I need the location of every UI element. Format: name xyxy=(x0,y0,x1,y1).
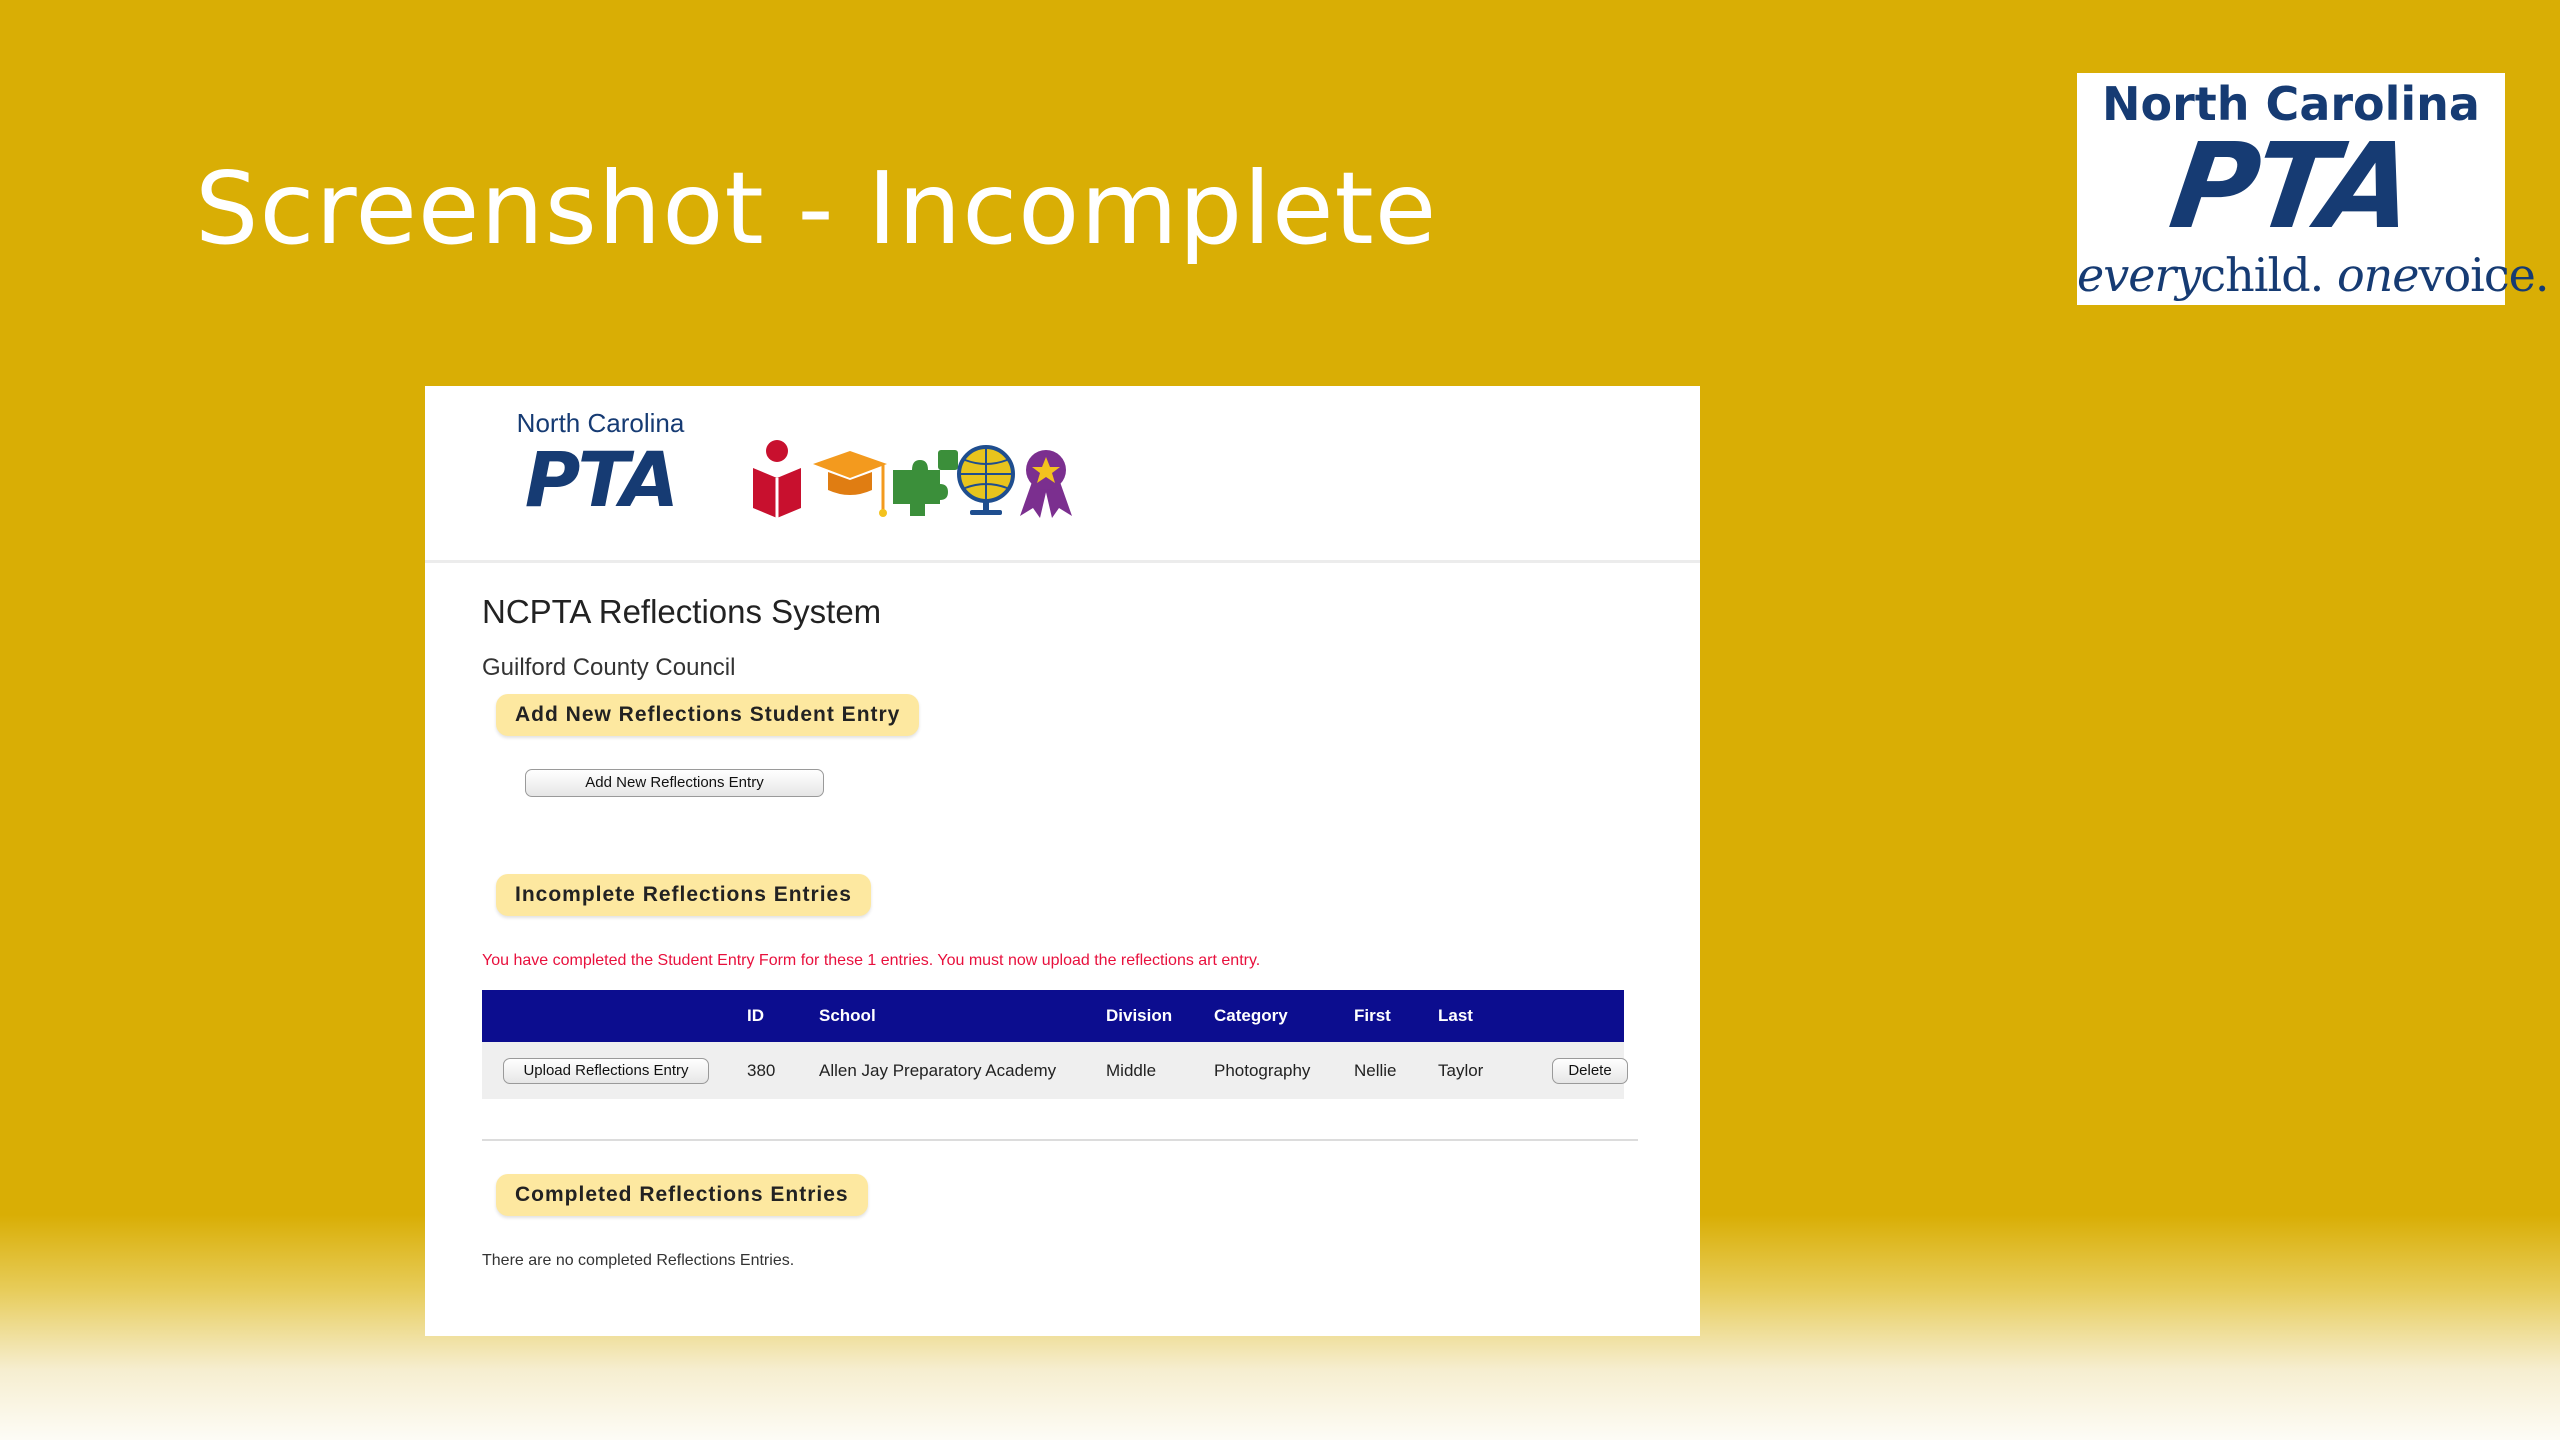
cell-last: Taylor xyxy=(1438,1061,1484,1080)
table-row xyxy=(482,1042,1624,1099)
logo-pta-wordmark: PTA xyxy=(2162,117,2420,255)
site-logo-pta: PTA xyxy=(524,435,677,524)
graduation-cap-icon xyxy=(813,451,887,517)
column-header-school: School xyxy=(819,1006,876,1025)
site-header xyxy=(425,386,1700,563)
column-header-division: Division xyxy=(1106,1006,1173,1025)
incomplete-warning: You have completed the Student Entry Form for these 1 entries. You must now upload the reflections art entry. xyxy=(482,952,1261,969)
add-entry-heading: Add New Reflections Student Entry xyxy=(496,694,919,736)
cell-category: Photography xyxy=(1214,1061,1311,1080)
column-header-first: First xyxy=(1354,1006,1391,1025)
incomplete-entries-heading: Incomplete Reflections Entries xyxy=(496,874,871,916)
upload-reflections-entry-button[interactable]: Upload Reflections Entry xyxy=(503,1058,709,1084)
column-header-last: Last xyxy=(1438,1006,1473,1025)
logo-tagline xyxy=(2077,248,2549,302)
logo-state-name: North Carolina xyxy=(2102,77,2480,131)
site-logo[interactable] xyxy=(493,408,708,524)
site-logo-state: North Carolina xyxy=(516,408,685,438)
incomplete-entries-table xyxy=(482,990,1624,1099)
system-title: NCPTA Reflections System xyxy=(482,593,882,630)
tagline-every: every xyxy=(2077,248,2201,302)
puzzle-pieces-icon xyxy=(893,450,958,516)
reflections-screenshot xyxy=(425,386,1700,1336)
tagline-one: one xyxy=(2336,248,2419,302)
section-divider xyxy=(482,1139,1638,1141)
completed-entries-heading: Completed Reflections Entries xyxy=(496,1174,868,1216)
slide-title: Screenshot - Incomplete xyxy=(195,150,1438,267)
cell-id: 380 xyxy=(747,1061,776,1080)
nc-pta-logo xyxy=(2077,73,2549,305)
council-name: Guilford County Council xyxy=(482,654,736,681)
cell-school: Allen Jay Preparatory Academy xyxy=(819,1061,1057,1080)
cell-division: Middle xyxy=(1106,1061,1157,1080)
globe-icon xyxy=(959,447,1013,515)
book-reader-icon xyxy=(753,440,801,518)
tagline-voice: voice. xyxy=(2418,248,2549,302)
cell-first: Nellie xyxy=(1354,1061,1397,1080)
program-icons xyxy=(750,438,1080,518)
add-new-reflections-entry-button[interactable]: Add New Reflections Entry xyxy=(525,769,824,797)
table-header xyxy=(482,990,1624,1042)
no-completed-entries-message: There are no completed Reflections Entries. xyxy=(482,1252,795,1269)
tagline-child: child. xyxy=(2200,248,2324,302)
delete-entry-button[interactable]: Delete xyxy=(1552,1058,1628,1084)
column-header-id: ID xyxy=(747,1006,764,1025)
award-ribbon-icon xyxy=(1020,450,1072,518)
column-header-category: Category xyxy=(1214,1006,1288,1025)
